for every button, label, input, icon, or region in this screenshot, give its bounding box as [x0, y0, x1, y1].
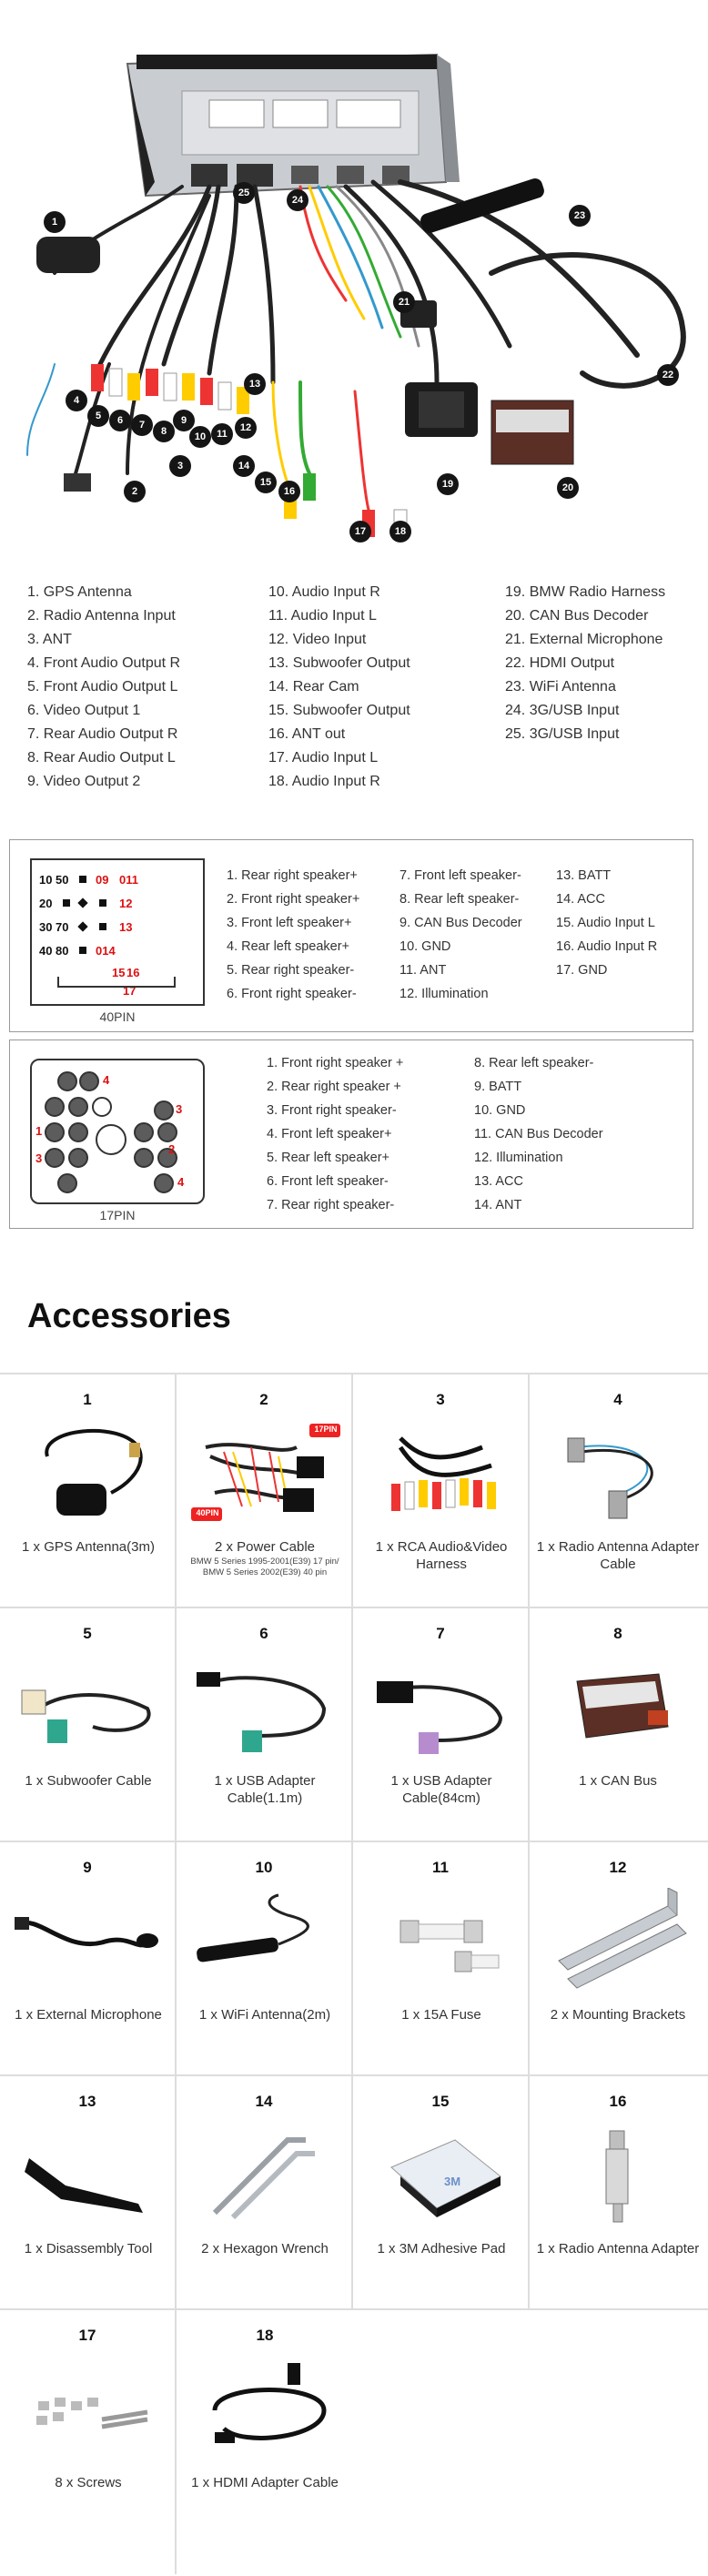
callout-5: 5 — [87, 405, 109, 427]
accessory-item — [353, 1374, 530, 1608]
pin-description: 8. Rear left speaker- — [474, 1056, 594, 1070]
pin-description: 14. ACC — [556, 892, 605, 907]
accessories-row — [0, 2074, 708, 2308]
legend-item: 10. Audio Input R — [268, 584, 380, 600]
accessories-row — [0, 1607, 708, 1841]
legend-item: 9. Video Output 2 — [27, 774, 141, 789]
usb-cable-short-icon — [364, 1654, 519, 1763]
pin-label: 3 — [35, 1151, 43, 1165]
pin-description: 11. ANT — [400, 963, 447, 978]
item-label: 1 x Radio Antenna Adapter Cable — [536, 1539, 700, 1572]
pin-label: 30 — [39, 920, 53, 934]
pin-description: 11. CAN Bus Decoder — [474, 1127, 603, 1141]
item-label: 1 x USB Adapter Cable(1.1m) — [214, 1773, 316, 1806]
accessory-item — [0, 2310, 177, 2574]
pin-description: 12. Illumination — [400, 987, 489, 1001]
item-number: 9 — [83, 1859, 92, 1876]
legend-item: 16. ANT out — [268, 726, 346, 742]
item-label: 2 x Hexagon Wrench — [201, 2241, 329, 2257]
pin-description: 9. BATT — [474, 1080, 522, 1094]
item-number: 17 — [78, 2327, 96, 2344]
legend-item: 14. Rear Cam — [268, 679, 359, 695]
callout-10: 10 — [189, 426, 211, 448]
pin-description: 12. Illumination — [474, 1151, 563, 1165]
legend-item: 20. CAN Bus Decoder — [505, 608, 649, 624]
item-number: 7 — [436, 1625, 445, 1642]
pin-marker — [79, 947, 86, 954]
pin-label: 1 — [35, 1124, 43, 1138]
pin-socket — [134, 1148, 154, 1168]
pin-description: 5. Rear left speaker+ — [267, 1151, 390, 1165]
tag-40pin: 40PIN — [196, 1508, 219, 1517]
pin-label: 4 — [177, 1175, 185, 1189]
legend-item: 15. Subwoofer Output — [268, 703, 410, 718]
pry-tool-icon — [11, 2122, 166, 2231]
legend-item: 12. Video Input — [268, 632, 367, 647]
item-label: 8 x Screws — [55, 2475, 122, 2490]
item-number: 11 — [432, 1859, 449, 1876]
callout-8: 8 — [153, 421, 175, 442]
item-number: 6 — [259, 1625, 268, 1642]
pin-socket — [68, 1097, 88, 1117]
pin-description: 7. Rear right speaker- — [267, 1198, 395, 1212]
callout-2: 2 — [124, 481, 146, 502]
pin-label: 3 — [176, 1102, 183, 1116]
pin-label: 40 — [39, 944, 53, 958]
accessories-row — [0, 2308, 708, 2572]
pin-description: 4. Front left speaker+ — [267, 1127, 392, 1141]
accessory-item — [177, 1374, 353, 1608]
pin-socket — [45, 1122, 65, 1142]
callout-17: 17 — [349, 521, 371, 543]
pin40-list-1 — [227, 864, 359, 1006]
item-label: 1 x Disassembly Tool — [24, 2241, 153, 2257]
pin-socket — [57, 1071, 77, 1091]
connector-slot — [57, 977, 176, 988]
accessories-row — [0, 1841, 708, 2074]
pin40-panel — [9, 839, 693, 1032]
callout-19: 19 — [437, 473, 459, 495]
item-number: 15 — [431, 2093, 450, 2110]
adhesive-pad-icon — [364, 2122, 519, 2231]
pin-label: 80 — [56, 944, 69, 958]
accessory-item — [177, 1842, 353, 2076]
pin-description: 2. Rear right speaker + — [267, 1080, 401, 1094]
pin17-caption: 17PIN — [99, 1208, 136, 1222]
callout-7: 7 — [131, 414, 153, 436]
accessory-item — [0, 2076, 177, 2310]
item-number: 13 — [78, 2093, 96, 2110]
callout-9: 9 — [173, 410, 195, 431]
item-label: 1 x Radio Antenna Adapter — [536, 2241, 700, 2257]
legend-item: 24. 3G/USB Input — [505, 703, 620, 718]
callout-3: 3 — [169, 455, 191, 477]
accessory-item — [0, 1842, 177, 2076]
pad-brand-text: 3M — [444, 2175, 461, 2188]
pin-description: 3. Front left speaker+ — [227, 916, 352, 930]
connection-diagram — [0, 0, 708, 564]
bracket-icon — [541, 1888, 695, 1997]
item-number: 5 — [83, 1625, 92, 1642]
pin-socket — [68, 1122, 88, 1142]
pin-label: 2 — [168, 1142, 176, 1156]
callout-22: 22 — [657, 364, 679, 386]
item-label: 1 x CAN Bus — [579, 1773, 657, 1789]
callout-20: 20 — [557, 477, 579, 499]
legend-item: 1. GPS Antenna — [27, 584, 132, 600]
pin-label: 09 — [96, 873, 109, 887]
accessory-item — [353, 1842, 530, 2076]
callout-12: 12 — [235, 417, 257, 439]
accessory-item — [530, 1608, 706, 1842]
subwoofer-cable-icon — [11, 1654, 166, 1763]
pin-socket — [45, 1097, 65, 1117]
item-label: 1 x HDMI Adapter Cable — [191, 2475, 339, 2490]
pin-socket — [154, 1173, 174, 1193]
legend-item: 6. Video Output 1 — [27, 703, 141, 718]
antenna-adapter-cable-icon — [541, 1420, 695, 1529]
pin-description: 1. Front right speaker + — [267, 1056, 404, 1070]
pin-label: 16 — [126, 966, 140, 979]
head-unit-graphic — [127, 55, 460, 196]
legend-item: 25. 3G/USB Input — [505, 726, 620, 742]
antenna-adapter-icon — [541, 2122, 695, 2231]
pin17-panel — [9, 1040, 693, 1229]
pin-socket — [154, 1100, 174, 1121]
item-label: 2 x Mounting Brackets — [550, 2007, 686, 2023]
legend-item: 21. External Microphone — [505, 632, 663, 647]
accessories-heading: Accessories — [27, 1297, 231, 1335]
pin-label: 011 — [119, 873, 138, 887]
item-label: 1 x 15A Fuse — [401, 2007, 481, 2023]
pin-description: 3. Front right speaker- — [267, 1103, 397, 1118]
item-number: 4 — [613, 1391, 622, 1408]
callout-18: 18 — [389, 521, 411, 543]
item-label: 1 x External Microphone — [15, 2007, 162, 2023]
wires-graphic — [27, 182, 683, 510]
legend-item: 23. WiFi Antenna — [505, 679, 616, 695]
callout-15: 15 — [255, 472, 277, 493]
legend-item: 5. Front Audio Output L — [27, 679, 178, 695]
pin-label: 70 — [56, 920, 69, 934]
tag-17pin: 17PIN — [314, 1425, 338, 1434]
pin-label: 12 — [119, 897, 133, 910]
pin-description: 10. GND — [400, 939, 451, 954]
item-number: 10 — [255, 1859, 273, 1876]
pin-label: 17 — [123, 984, 137, 998]
pin-description: 5. Rear right speaker- — [227, 963, 355, 978]
item-label: 1 x WiFi Antenna(2m) — [198, 2007, 331, 2023]
legend-column-2 — [268, 581, 496, 794]
accessory-item — [177, 2076, 353, 2310]
pin-description: 6. Front right speaker- — [227, 987, 357, 1001]
pin-label: 13 — [119, 920, 133, 934]
hdmi-cable-icon — [187, 2356, 342, 2465]
pin-socket — [79, 1071, 99, 1091]
callout-23: 23 — [569, 205, 591, 227]
gps-antenna-icon — [11, 1420, 166, 1529]
pin-description: 13. ACC — [474, 1174, 523, 1189]
pin-label: 15 — [112, 966, 126, 979]
legend-item: 18. Audio Input R — [268, 774, 380, 789]
item-number: 18 — [256, 2327, 274, 2344]
item-number: 1 — [83, 1391, 92, 1408]
pin-socket — [157, 1122, 177, 1142]
pin-description: 1. Rear right speaker+ — [227, 868, 358, 883]
pin-description: 7. Front left speaker- — [400, 868, 521, 883]
pin-label: 10 — [39, 873, 53, 887]
pin-description: 10. GND — [474, 1103, 526, 1118]
pin-description: 6. Front left speaker- — [267, 1174, 389, 1189]
legend-column-1 — [27, 581, 255, 794]
legend-item: 22. HDMI Output — [505, 655, 615, 671]
microphone-icon — [11, 1888, 166, 1997]
pin40-list-3 — [556, 864, 657, 982]
item-number: 2 — [259, 1391, 268, 1408]
pin-socket — [92, 1097, 112, 1117]
pin-marker — [77, 921, 87, 931]
screws-icon — [11, 2356, 166, 2465]
fuse-icon — [364, 1888, 519, 1997]
callout-21: 21 — [393, 291, 415, 313]
pin-socket — [57, 1173, 77, 1193]
hex-wrench-icon — [187, 2122, 342, 2231]
legend-item: 11. Audio Input L — [268, 608, 377, 624]
pin-description: 14. ANT — [474, 1198, 522, 1212]
callout-4: 4 — [66, 390, 87, 411]
callout-16: 16 — [278, 481, 300, 502]
pin-description: 16. Audio Input R — [556, 939, 658, 954]
pin-marker — [63, 899, 70, 907]
callout-13: 13 — [244, 373, 266, 395]
pin-marker — [99, 923, 106, 930]
callout-1: 1 — [44, 211, 66, 233]
pin-socket — [96, 1124, 126, 1155]
item-label: 2 x Power Cable — [214, 1539, 316, 1555]
item-label: 1 x GPS Antenna(3m) — [22, 1539, 155, 1555]
pin-description: 15. Audio Input L — [556, 916, 655, 930]
pin-label: 50 — [56, 873, 69, 887]
pin-marker — [77, 898, 87, 908]
legend-item: 4. Front Audio Output R — [27, 655, 181, 671]
pin-description: 4. Rear left speaker+ — [227, 939, 350, 954]
pin40-list-2 — [400, 864, 522, 1006]
can-bus-icon — [541, 1654, 695, 1763]
accessory-item — [530, 1374, 706, 1608]
pin40-caption: 40PIN — [99, 1009, 136, 1024]
accessory-item — [353, 1608, 530, 1842]
pin-label: 4 — [103, 1073, 110, 1087]
item-number: 8 — [613, 1625, 622, 1642]
legend-item: 17. Audio Input L — [268, 750, 379, 766]
item-label: 1 x USB Adapter Cable(84cm) — [390, 1773, 492, 1806]
item-number: 14 — [255, 2093, 273, 2110]
item-number: 16 — [609, 2093, 627, 2110]
pin-socket — [134, 1122, 154, 1142]
accessory-item — [530, 1842, 706, 2076]
callout-14: 14 — [233, 455, 255, 477]
legend-item: 7. Rear Audio Output R — [27, 726, 178, 742]
wiring-illustration — [0, 0, 708, 564]
pin-description: 13. BATT — [556, 868, 612, 883]
pin-marker — [79, 876, 86, 883]
pin-socket — [68, 1148, 88, 1168]
callout-6: 6 — [109, 410, 131, 431]
item-sublabel: BMW 5 Series 1995-2001(E39) 17 pin/ BMW 5 Series 2002(E39) 40 pin — [190, 1557, 339, 1577]
callout-24: 24 — [287, 189, 308, 211]
pin17-list-1 — [267, 1051, 403, 1217]
pin-marker — [99, 899, 106, 907]
rca-harness-icon — [364, 1420, 519, 1529]
pin-label: 20 — [39, 897, 53, 910]
item-number: 12 — [609, 1859, 627, 1876]
legend-item: 8. Rear Audio Output L — [27, 750, 176, 766]
pin-description: 17. GND — [556, 963, 608, 978]
accessory-item — [353, 2076, 530, 2310]
legend-column-3 — [505, 581, 708, 746]
parts-legend — [27, 581, 692, 799]
legend-item: 19. BMW Radio Harness — [505, 584, 666, 600]
item-label: 1 x 3M Adhesive Pad — [377, 2241, 506, 2257]
legend-item: 13. Subwoofer Output — [268, 655, 410, 671]
pin40-connector-diagram — [30, 858, 205, 1006]
legend-item: 2. Radio Antenna Input — [27, 608, 176, 624]
pin-description: 9. CAN Bus Decoder — [400, 916, 522, 930]
accessory-item — [177, 2310, 353, 2574]
accessory-item — [0, 1608, 177, 1842]
pin-label: 014 — [96, 944, 116, 958]
pin17-list-2 — [474, 1051, 603, 1217]
item-number: 3 — [436, 1391, 445, 1408]
accessory-item — [0, 1374, 177, 1608]
accessories-row — [0, 1373, 708, 1607]
item-label: 1 x Subwoofer Cable — [25, 1773, 152, 1789]
pin17-connector-diagram — [30, 1059, 205, 1204]
callout-11: 11 — [211, 423, 233, 445]
pin-description: 2. Front right speaker+ — [227, 892, 360, 907]
accessory-item — [177, 1608, 353, 1842]
wifi-antenna-icon — [187, 1888, 342, 1997]
legend-item: 3. ANT — [27, 632, 72, 647]
pin-description: 8. Rear left speaker- — [400, 892, 520, 907]
item-label: 1 x RCA Audio&Video Harness — [375, 1539, 508, 1572]
usb-cable-icon — [187, 1654, 342, 1763]
pin-socket — [45, 1148, 65, 1168]
accessory-item — [530, 2076, 706, 2310]
callout-25: 25 — [233, 182, 255, 204]
